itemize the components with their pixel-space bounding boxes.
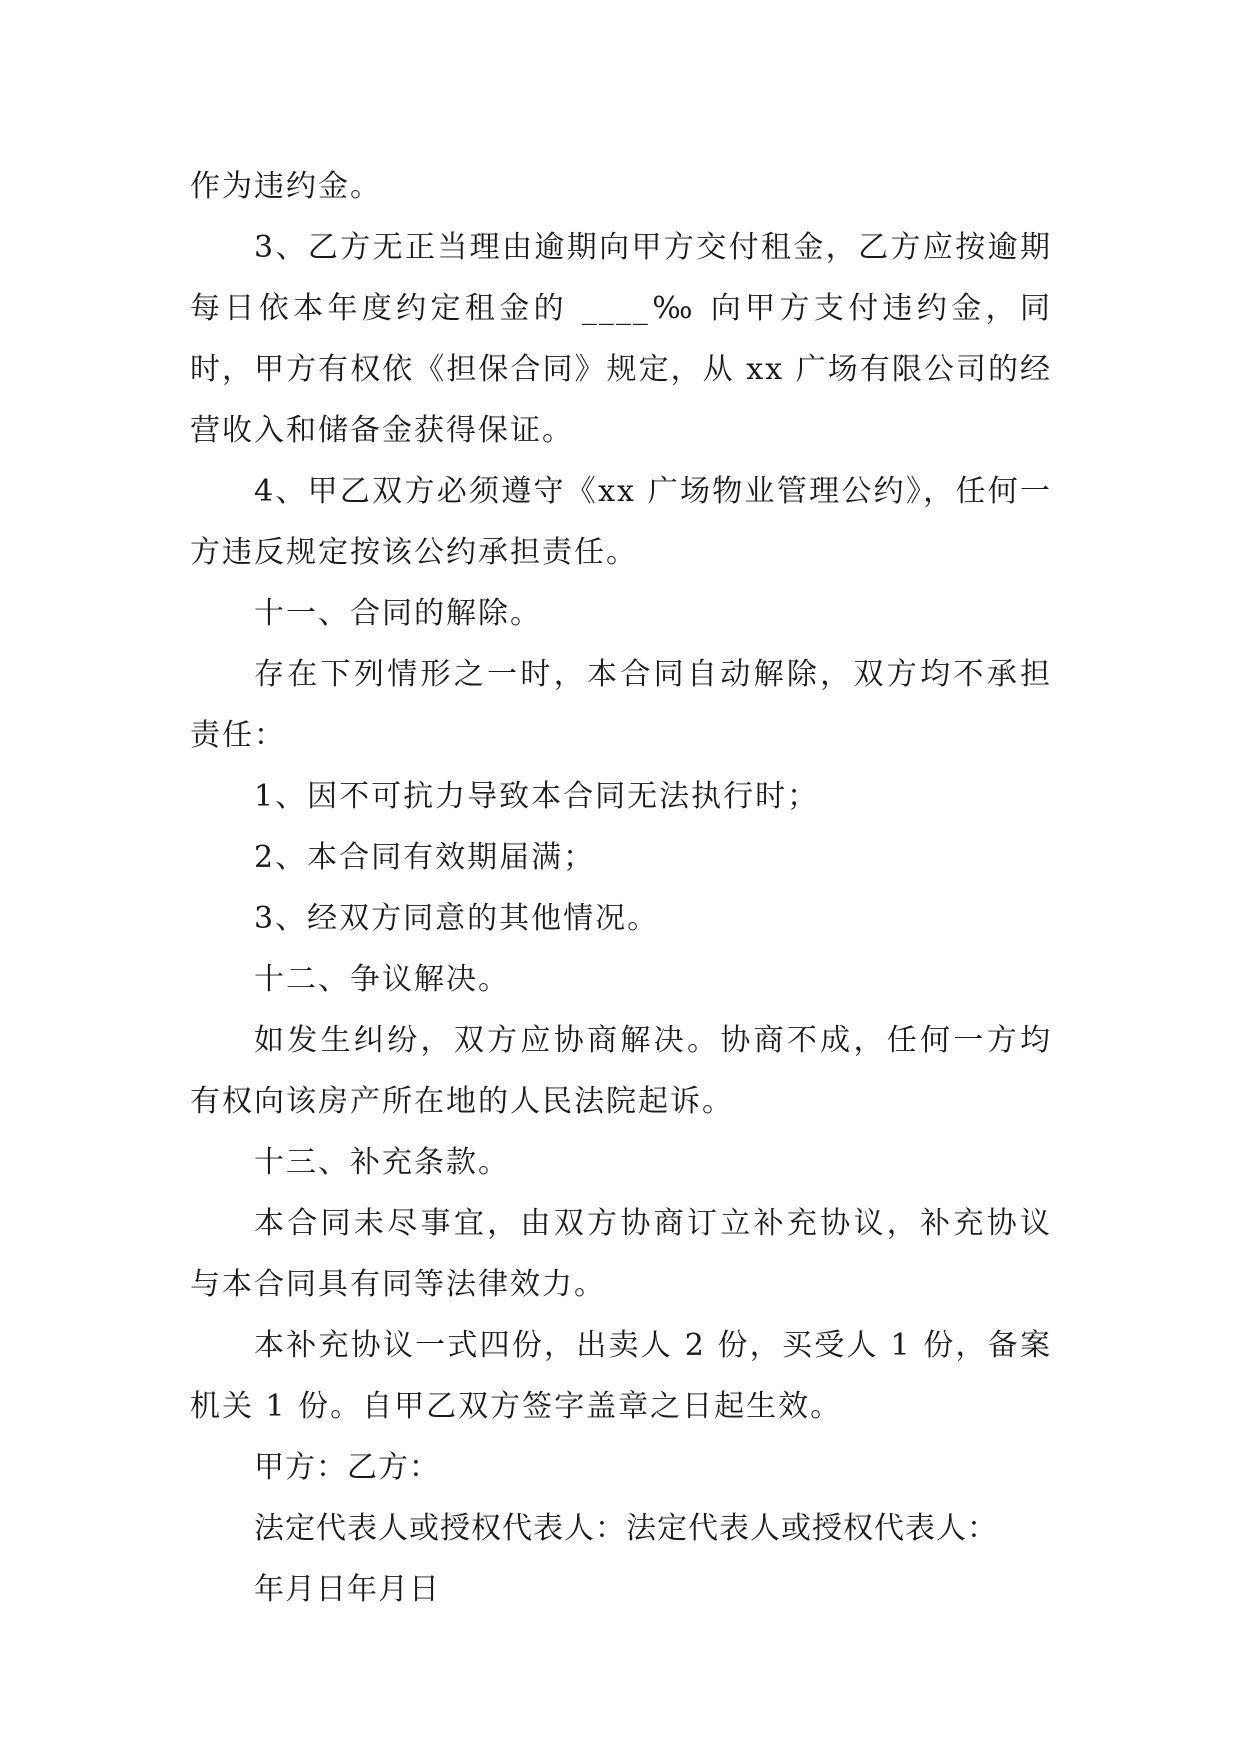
paragraph-dispute-resolution: 如发生纠纷，双方应协商解决。协商不成，任何一方均有权向该房产所在地的人民法院起诉。 [190,1023,1052,1119]
section-heading-termination: 十一、合同的解除。 [254,596,542,631]
paragraph-clause-4-property-rules: 4、甲乙双方必须遵守《xx 广场物业管理公约》，任何一方违反规定按该公约承担责任。 [190,474,1052,570]
list-item-mutual-agreement: 3、经双方同意的其他情况。 [254,901,660,936]
section-heading-supplementary: 十三、补充条款。 [254,1145,510,1180]
document-body [190,156,1052,1620]
signature-dates: 年月日年月日 [254,1572,440,1607]
paragraph-clause-3-late-rent: 3、乙方无正当理由逾期向甲方交付租金，乙方应按逾期每日依本年度约定租金的 ____‰ 向甲方支付违约金，同时，甲方有权依《担保合同》规定，从 xx 广场有限公司的经营收入和储备金获得保证。 [190,230,1052,448]
paragraph-supplementary-terms: 本合同未尽事宜，由双方协商订立补充协议，补充协议与本合同具有同等法律效力。 [190,1206,1052,1302]
paragraph-copies-and-effect: 本补充协议一式四份，出卖人 2 份，买受人 1 份，备案机关 1 份。自甲乙双方签字盖章之日起生效。 [190,1328,1052,1424]
signature-representatives: 法定代表人或授权代表人：法定代表人或授权代表人： [254,1511,998,1546]
list-item-force-majeure: 1、因不可抗力导致本合同无法执行时； [254,779,820,814]
paragraph-penalty-continuation: 作为违约金。 [190,169,382,204]
list-item-term-expired: 2、本合同有效期届满； [254,840,596,875]
paragraph-termination-conditions: 存在下列情形之一时，本合同自动解除，双方均不承担责任： [190,657,1052,753]
section-heading-dispute: 十二、争议解决。 [254,962,510,997]
signature-parties: 甲方：乙方： [254,1450,440,1485]
